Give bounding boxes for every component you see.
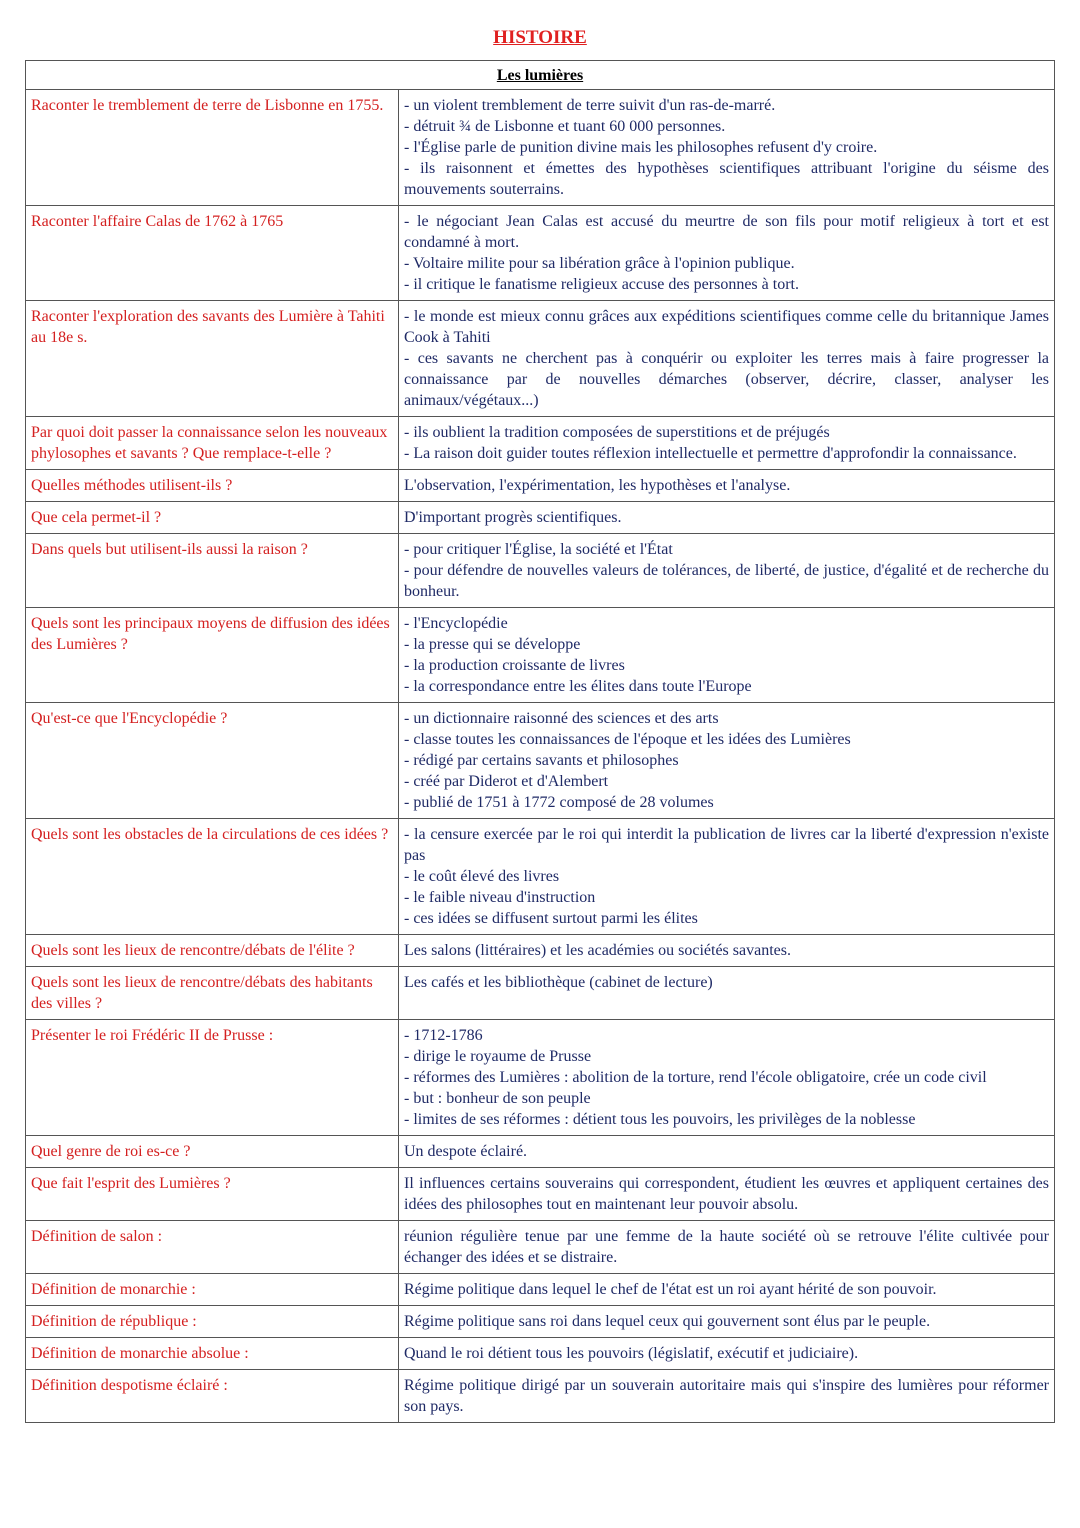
answer-cell bbox=[399, 470, 1055, 502]
answer-line: réunion régulière tenue par une femme de la haute société où se retrouve l'élite cultivée pour échanger des idées et se distraire. bbox=[404, 1228, 1049, 1266]
answer-line: - le monde est mieux connu grâces aux expéditions scientifiques comme celle du britannique James Cook à Tahiti bbox=[404, 308, 1049, 346]
answer-cell bbox=[399, 301, 1055, 417]
answer-line: - créé par Diderot et d'Alembert bbox=[404, 773, 609, 790]
answer-line: - détruit ¾ de Lisbonne et tuant 60 000 personnes. bbox=[404, 118, 726, 135]
answer-line: - l'Église parle de punition divine mais les philosophes refusent d'y croire. bbox=[404, 139, 878, 156]
table-row bbox=[26, 703, 1055, 819]
answer-line: - dirige le royaume de Prusse bbox=[404, 1048, 592, 1065]
page-title: HISTOIRE bbox=[493, 27, 587, 48]
table-row bbox=[26, 417, 1055, 470]
question-cell: Raconter l'affaire Calas de 1762 à 1765 bbox=[26, 206, 399, 301]
answer-cell bbox=[399, 1338, 1055, 1370]
question-cell: Définition de république : bbox=[26, 1306, 399, 1338]
answer-line: - classe toutes les connaissances de l'époque et les idées des Lumières bbox=[404, 731, 851, 748]
answer-line: - ces idées se diffusent surtout parmi les élites bbox=[404, 910, 698, 927]
table-row bbox=[26, 608, 1055, 703]
answer-line: - but : bonheur de son peuple bbox=[404, 1090, 591, 1107]
table-row bbox=[26, 935, 1055, 967]
table-row bbox=[26, 1274, 1055, 1306]
table-row bbox=[26, 534, 1055, 608]
answer-cell bbox=[399, 1168, 1055, 1221]
answer-line: - la correspondance entre les élites dans toute l'Europe bbox=[404, 678, 752, 695]
table-row bbox=[26, 1370, 1055, 1423]
question-cell: Définition de monarchie absolue : bbox=[26, 1338, 399, 1370]
revision-table bbox=[25, 60, 1055, 1423]
question-cell: Définition de monarchie : bbox=[26, 1274, 399, 1306]
answer-cell bbox=[399, 1370, 1055, 1423]
answer-cell bbox=[399, 417, 1055, 470]
answer-cell bbox=[399, 1136, 1055, 1168]
answer-line: - rédigé par certains savants et philosophes bbox=[404, 752, 679, 769]
table-row bbox=[26, 1306, 1055, 1338]
answer-line: - La raison doit guider toutes réflexion intellectuelle et permettre d'approfondir la connaissance. bbox=[404, 445, 1017, 462]
answer-line: Régime politique dirigé par un souverain autoritaire mais qui s'inspire des lumières pour réformer son pays. bbox=[404, 1377, 1049, 1415]
table-row bbox=[26, 819, 1055, 935]
answer-line: L'observation, l'expérimentation, les hypothèses et l'analyse. bbox=[404, 477, 791, 494]
answer-line: - 1712-1786 bbox=[404, 1027, 483, 1044]
answer-cell bbox=[399, 608, 1055, 703]
answer-cell bbox=[399, 967, 1055, 1020]
answer-line: Régime politique dans lequel le chef de l'état est un roi ayant hérité de son pouvoir. bbox=[404, 1281, 937, 1298]
answer-line: Les salons (littéraires) et les académies ou sociétés savantes. bbox=[404, 942, 791, 959]
question-cell: Raconter l'exploration des savants des Lumière à Tahiti au 18e s. bbox=[26, 301, 399, 417]
answer-cell bbox=[399, 819, 1055, 935]
answer-line: - Voltaire milite pour sa libération grâce à l'opinion publique. bbox=[404, 255, 795, 272]
answer-line: - pour défendre de nouvelles valeurs de tolérances, de liberté, de justice, d'égalité et de recherche du bonheur. bbox=[404, 562, 1049, 600]
answer-cell bbox=[399, 1020, 1055, 1136]
answer-line: - la production croissante de livres bbox=[404, 657, 625, 674]
answer-line: - ces savants ne cherchent pas à conquérir ou exploiter les terres mais à faire progresser la connaissance par de nouvelles démarches (observer, décrire, classer, analyser les animaux/végétaux...) bbox=[404, 350, 1049, 409]
question-cell: Quels sont les lieux de rencontre/débats de l'élite ? bbox=[26, 935, 399, 967]
question-cell: Quels sont les lieux de rencontre/débats des habitants des villes ? bbox=[26, 967, 399, 1020]
answer-line: Les cafés et les bibliothèque (cabinet de lecture) bbox=[404, 974, 713, 991]
question-cell: Quel genre de roi es-ce ? bbox=[26, 1136, 399, 1168]
answer-line: - le négociant Jean Calas est accusé du meurtre de son fils pour motif religieux à tort et est condamné à mort. bbox=[404, 213, 1049, 251]
answer-line: - un dictionnaire raisonné des sciences et des arts bbox=[404, 710, 719, 727]
question-cell: Par quoi doit passer la connaissance selon les nouveaux phylosophes et savants ? Que remplace-t-elle ? bbox=[26, 417, 399, 470]
question-cell: Quels sont les principaux moyens de diffusion des idées des Lumières ? bbox=[26, 608, 399, 703]
table-row bbox=[26, 1136, 1055, 1168]
answer-line: - la presse qui se développe bbox=[404, 636, 581, 653]
question-cell: Que fait l'esprit des Lumières ? bbox=[26, 1168, 399, 1221]
question-cell: Quels sont les obstacles de la circulations de ces idées ? bbox=[26, 819, 399, 935]
answer-cell bbox=[399, 1306, 1055, 1338]
answer-cell bbox=[399, 502, 1055, 534]
table-row bbox=[26, 1221, 1055, 1274]
answer-line: - limites de ses réformes : détient tous les pouvoirs, les privilèges de la noblesse bbox=[404, 1111, 916, 1128]
question-cell: Qu'est-ce que l'Encyclopédie ? bbox=[26, 703, 399, 819]
table-row bbox=[26, 1168, 1055, 1221]
answer-line: - un violent tremblement de terre suivit d'un ras-de-marré. bbox=[404, 97, 776, 114]
answer-cell bbox=[399, 534, 1055, 608]
table-row bbox=[26, 1338, 1055, 1370]
table-row bbox=[26, 502, 1055, 534]
answer-line: Quand le roi détient tous les pouvoirs (législatif, exécutif et judiciaire). bbox=[404, 1345, 859, 1362]
answer-line: Régime politique sans roi dans lequel ceux qui gouvernent sont élus par le peuple. bbox=[404, 1313, 931, 1330]
question-cell: Présenter le roi Frédéric II de Prusse : bbox=[26, 1020, 399, 1136]
revision-table-body bbox=[26, 61, 1055, 1423]
answer-cell bbox=[399, 90, 1055, 206]
question-cell: Dans quels but utilisent-ils aussi la raison ? bbox=[26, 534, 399, 608]
table-row bbox=[26, 967, 1055, 1020]
table-row bbox=[26, 470, 1055, 502]
answer-line: - pour critiquer l'Église, la société et l'État bbox=[404, 541, 673, 558]
table-row bbox=[26, 1020, 1055, 1136]
answer-line: Il influences certains souverains qui correspondent, étudient les œuvres et appliquent certaines des idées des philosophes tout en maintenant leur pouvoir absolu. bbox=[404, 1175, 1049, 1213]
answer-line: - la censure exercée par le roi qui interdit la publication de livres car la liberté d'expression n'existe pas bbox=[404, 826, 1049, 864]
answer-line: - l'Encyclopédie bbox=[404, 615, 508, 632]
answer-line: D'important progrès scientifiques. bbox=[404, 509, 622, 526]
question-cell: Raconter le tremblement de terre de Lisbonne en 1755. bbox=[26, 90, 399, 206]
table-row bbox=[26, 206, 1055, 301]
question-cell: Quelles méthodes utilisent-ils ? bbox=[26, 470, 399, 502]
answer-cell bbox=[399, 1274, 1055, 1306]
answer-cell bbox=[399, 703, 1055, 819]
question-cell: Que cela permet-il ? bbox=[26, 502, 399, 534]
answer-line: - le faible niveau d'instruction bbox=[404, 889, 596, 906]
section-title: Les lumières bbox=[26, 61, 1055, 90]
question-cell: Définition de salon : bbox=[26, 1221, 399, 1274]
answer-cell bbox=[399, 1221, 1055, 1274]
answer-line: - il critique le fanatisme religieux accuse des personnes à tort. bbox=[404, 276, 799, 293]
answer-line: - réformes des Lumières : abolition de la torture, rend l'école obligatoire, crée un code civil bbox=[404, 1069, 987, 1086]
answer-line: Un despote éclairé. bbox=[404, 1143, 528, 1160]
table-row bbox=[26, 301, 1055, 417]
answer-line: - ils raisonnent et émettes des hypothèses scientifiques attribuant l'origine du séisme des mouvements souterrains. bbox=[404, 160, 1049, 198]
answer-line: - le coût élevé des livres bbox=[404, 868, 560, 885]
section-header-row bbox=[26, 61, 1055, 90]
answer-cell bbox=[399, 206, 1055, 301]
answer-line: - publié de 1751 à 1772 composé de 28 volumes bbox=[404, 794, 714, 811]
answer-line: - ils oublient la tradition composées de superstitions et de préjugés bbox=[404, 424, 830, 441]
question-cell: Définition despotisme éclairé : bbox=[26, 1370, 399, 1423]
answer-cell bbox=[399, 935, 1055, 967]
table-row bbox=[26, 90, 1055, 206]
